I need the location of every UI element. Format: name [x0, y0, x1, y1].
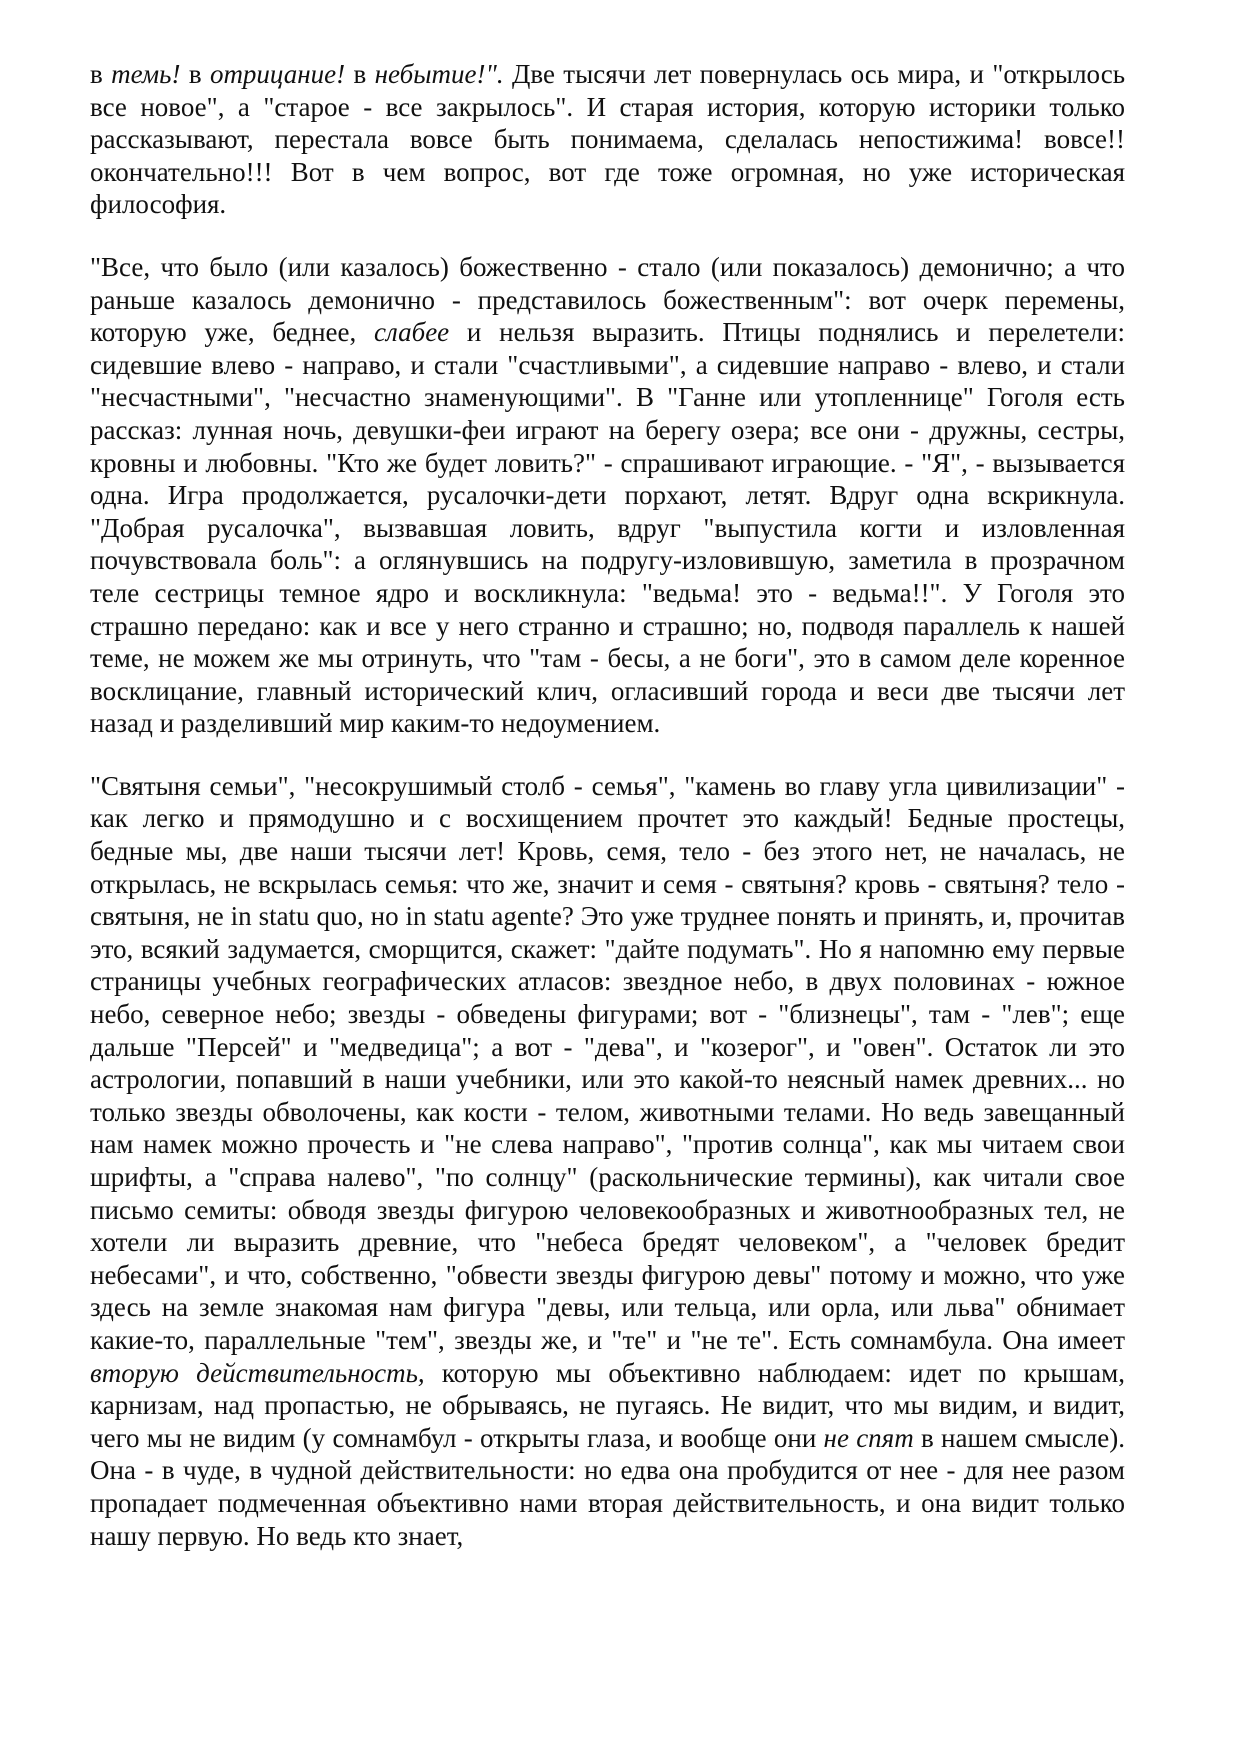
text-run: "Святыня семьи", "несокрушимый столб - семья", "камень во главу угла цивилизации" - как легко и прямодушно и с восхищением прочтет это каждый! Бедные простецы, бедные мы, две наши тысячи лет! Кровь, семя, тело - без этого нет, не началась, не открылась, не вскрылась семья: что же, значит и семя - святыня? кровь - святыня? тело - святыня, не in statu quo, но in statu agente? Это уже труднее понять и принять, и, прочитав это, всякий задумается, сморщится, скажет: "дайте подумать". Но я напомню ему первые страницы учебных географических атласов: звездное небо, в двух половинах - южное небо, северное небо; звезды - обведены фигурами; вот - "близнецы", там - "лев"; еще дальше "Персей" и "медведица"; а вот - "дева", и "козерог", и "овен". Остаток ли это астрологии, попавший в наши учебники, или это какой-то неясный намек древних... но только звезды обволочены, как кости - телом, животными телами. Но ведь завещанный нам намек можно прочесть и "не слева направо", "против солнца", как мы читаем свои шрифты, а "справа налево", "по солнцу" (раскольнические термины), как читали свое письмо семиты: обводя звезды фигурою человекообразных и животнообразных тел, не хотели ли выразить древние, что "небеса бредят человеком", а "человек бредит небесами", и что, собственно, "обвести звезды фигурою девы" потому и можно, что уже здесь на земле знакомая нам фигура "девы, или тельца, или орла, или льва" обнимает какие-то, параллельные "тем", звезды же, и "те" и "не те". Есть сомнамбула. Она имеет	[90, 770, 1125, 1355]
text-run: "Все, что было (или казалось) божественно - стало (или показалось) демонично; а что раньше казалось демонично - представилось божественным": вот очерк перемены, которую уже, беднее,	[90, 251, 1125, 348]
paragraph-3	[90, 770, 1125, 1552]
document-page	[90, 58, 1125, 1552]
text-run: в нашем смысле). Она - в чуде, в чудной действительности: но едва она пробудится от нее - для нее разом пропадает подмеченная объективно нами вторая действительность, и она видит только нашу первую. Но ведь кто знает,	[90, 1422, 1125, 1551]
text-run: и нельзя выразить. Птицы поднялись и перелетели: сидевшие влево - направо, и стали "счастливыми", а сидевшие направо - влево, и стали "несчастными", "несчастно знаменующими". В "Ганне или утопленнице" Гоголя есть рассказ: лунная ночь, девушки-феи играют на берегу озера; все они - дружны, сестры, кровны и любовны. "Кто же будет ловить?" - спрашивают играющие. - "Я", - вызывается одна. Игра продолжается, русалочки-дети порхают, летят. Вдруг одна вскрикнула. "Добрая русалочка", вызвавшая ловить, вдруг "выпустила когти и изловленная почувствовала боль": а оглянувшись на подругу-изловившую, заметила в прозрачном теле сестрицы темное ядро и воскликнула: "ведьма! это - ведьма!!". У Гоголя это страшно передано: как и все у него странно и страшно; но, подводя параллель к нашей теме, не можем же мы отринуть, что "там - бесы, а не боги", это в самом деле коренное восклицание, главный исторический клич, огласивший города и веси две тысячи лет назад и разделивший мир каким-то недоумением.	[90, 317, 1125, 739]
italic-text: слабее	[374, 317, 450, 348]
paragraph-2	[90, 251, 1125, 740]
text-run: в	[345, 59, 375, 89]
paragraph-1	[90, 58, 1125, 221]
italic-text: небытие!".	[374, 59, 504, 89]
italic-text: отрицание!	[209, 59, 346, 89]
text-run: Две тысячи лет повернулась ось мира, и "открылось все новое", а "старое - все закрылось". И старая история, которую историки только рассказывают, перестала вовсе быть понимаема, сделалась непостижима! вовсе!! окончательно!!! Вот в чем вопрос, вот где тоже огромная, но уже историческая философия.	[90, 59, 1126, 220]
italic-text: вторую действительность,	[90, 1357, 425, 1388]
italic-text: не спят	[823, 1422, 914, 1453]
text-run: в	[180, 59, 210, 89]
italic-text: темь!	[111, 59, 181, 89]
text-run: которую мы объективно наблюдаем: идет по крышам, карнизам, над пропастью, не обрываясь, не пугаясь. Не видит, что мы видим, и видит, чего мы не видим (у сомнамбул - открыты глаза, и вообще они	[90, 1357, 1125, 1453]
text-run: в	[90, 59, 112, 89]
